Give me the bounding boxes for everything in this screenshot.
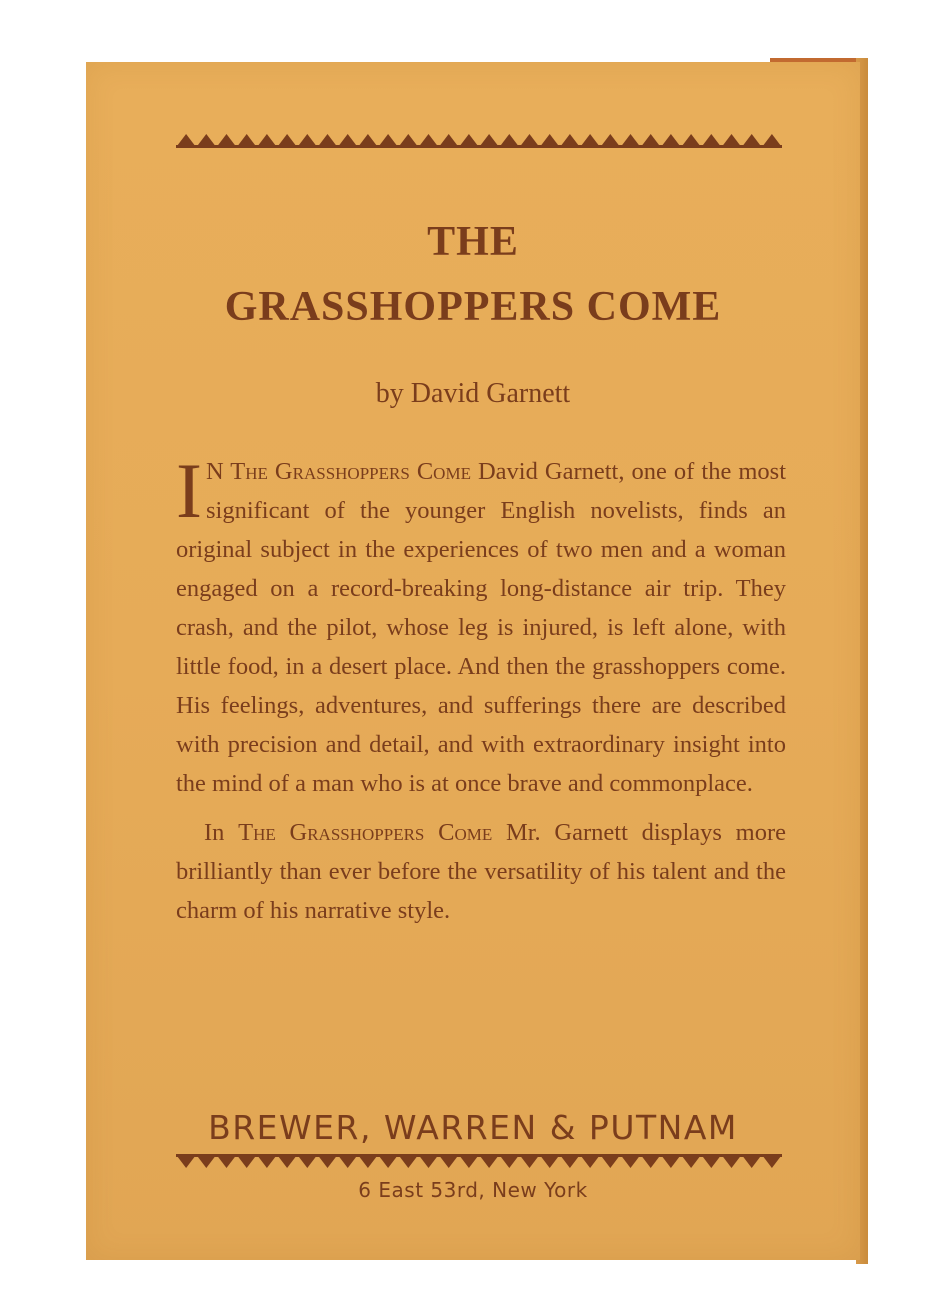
ornament-triangle [440, 134, 458, 146]
ornament-triangle [258, 1156, 276, 1168]
title-line-2: GRASSHOPPERS COME [224, 284, 722, 330]
ornament-triangle [621, 1156, 639, 1168]
ornament-triangle [379, 1156, 397, 1168]
blurb-paragraph-2 [176, 813, 786, 930]
ornament-triangle [440, 1156, 458, 1168]
blurb-paragraph-2-lead: In [204, 819, 239, 846]
ornament-triangle [197, 134, 215, 146]
ornament-triangle [520, 1156, 538, 1168]
ornament-triangle [601, 134, 619, 146]
ornament-triangle [743, 1156, 761, 1168]
ornament-triangle [743, 134, 761, 146]
ornament-triangle [642, 1156, 660, 1168]
ornament-triangle [480, 1156, 498, 1168]
ornament-triangle [682, 134, 700, 146]
ornament-triangle [662, 1156, 680, 1168]
ornament-triangle [500, 1156, 518, 1168]
ornament-triangle [379, 134, 397, 146]
blurb-book-title-1: N The Grasshoppers Come [205, 458, 471, 485]
ornament-triangle [541, 134, 559, 146]
ornament-triangle [238, 1156, 256, 1168]
ornament-triangle [541, 1156, 559, 1168]
ornament-triangle [419, 134, 437, 146]
ornament-triangle [298, 134, 316, 146]
ornament-triangle [763, 1156, 781, 1168]
ornament-triangle [581, 134, 599, 146]
ornament-triangle [500, 134, 518, 146]
ornament-triangle [662, 134, 680, 146]
drop-cap: I [176, 447, 202, 534]
ornament-triangle [298, 1156, 316, 1168]
ornament-triangle [278, 134, 296, 146]
ornament-triangle [561, 134, 579, 146]
ornament-triangle [520, 134, 538, 146]
ornament-triangle [258, 134, 276, 146]
bottom-triangle-border [176, 1154, 782, 1172]
ornament-triangle [601, 1156, 619, 1168]
ornament-triangle [359, 134, 377, 146]
ornament-triangle [399, 134, 417, 146]
ornament-triangle [238, 134, 256, 146]
ornament-triangle [581, 1156, 599, 1168]
ornament-triangle [460, 1156, 478, 1168]
ornament-triangle [399, 1156, 417, 1168]
ornament-triangle [177, 1156, 195, 1168]
ornament-triangle [480, 134, 498, 146]
ornament-triangle [763, 134, 781, 146]
title-line-1: THE [427, 219, 519, 265]
ornament-triangle [722, 1156, 740, 1168]
ornament-triangle [217, 134, 235, 146]
ornament-triangle [359, 1156, 377, 1168]
ornament-triangle [177, 134, 195, 146]
ornament-triangle [561, 1156, 579, 1168]
ornament-triangle [682, 1156, 700, 1168]
ornament-triangle [339, 1156, 357, 1168]
ornament-triangle [318, 1156, 336, 1168]
publisher-name: BREWER, WARREN & PUTNAM [208, 1108, 738, 1147]
ornament-triangle [197, 1156, 215, 1168]
ornament-triangle [217, 1156, 235, 1168]
author-byline: by David Garnett [375, 378, 571, 409]
ornament-triangle [278, 1156, 296, 1168]
ornament-triangle [702, 134, 720, 146]
ornament-triangle [460, 134, 478, 146]
ornament-triangle [419, 1156, 437, 1168]
ornament-triangle [621, 134, 639, 146]
blurb-paragraph-2-text: Mr. Garnett displays more brilliantly than ever before the versatility of his talent and the charm of his narrative style. [176, 819, 786, 924]
ornament-triangle [702, 1156, 720, 1168]
blurb-paragraph-1-text: David Garnett, one of the most significant of the younger English novelists, finds an original subject in the experiences of two men and a woman engaged on a record-breaking long-distance air trip. They crash, and the pilot, whose leg is injured, is left alone, with little food, in a desert place. And then the grasshoppers come. His feelings, adventures, and sufferings there are described with precision and detail, and with extraordinary insight into the mind of a man who is at once brave and commonplace. [176, 458, 786, 797]
blurb-book-title-2: The Grasshoppers Come [238, 819, 493, 846]
ornament-triangle [318, 134, 336, 146]
blurb-text [176, 447, 786, 930]
publisher-address: 6 East 53rd, New York [358, 1178, 588, 1202]
top-triangle-border [176, 130, 782, 150]
ornament-triangle [722, 134, 740, 146]
blurb-paragraph-1 [176, 447, 786, 803]
ornament-triangle [642, 134, 660, 146]
ornament-triangle [339, 134, 357, 146]
